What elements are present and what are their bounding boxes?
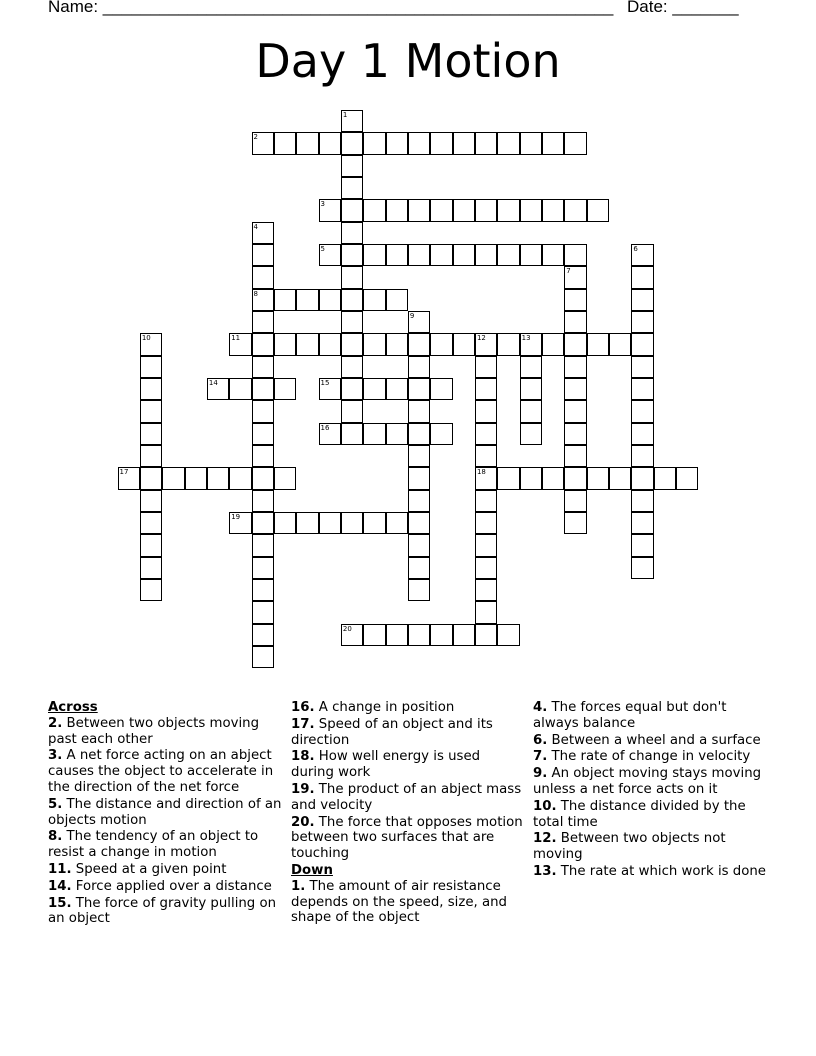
across-heading: Across (48, 700, 98, 715)
grid-cell[interactable] (564, 311, 586, 333)
grid-cell[interactable] (363, 624, 385, 646)
grid-cell[interactable] (207, 467, 229, 489)
grid-cell[interactable] (341, 423, 363, 445)
grid-cell[interactable] (631, 512, 653, 534)
grid-cell[interactable] (140, 378, 162, 400)
grid-cell[interactable] (252, 445, 274, 467)
grid-cell[interactable] (341, 199, 363, 221)
grid-cell[interactable] (564, 378, 586, 400)
grid-cell[interactable] (564, 467, 586, 489)
clue-down-6: 6. Between a wheel and a surface (533, 732, 761, 748)
clue-across-8: 8. The tendency of an object to resist a change in motion (48, 829, 259, 861)
grid-cell[interactable] (564, 333, 586, 355)
grid-cell[interactable] (475, 534, 497, 556)
clue-number: 8 (253, 289, 258, 298)
grid-cell[interactable] (475, 467, 497, 489)
grid-cell[interactable] (520, 378, 542, 400)
grid-cell[interactable] (274, 333, 296, 355)
clue-number: 20 (342, 624, 352, 633)
clue-number: 2 (253, 133, 258, 142)
grid-cell[interactable] (631, 467, 653, 489)
grid-cell[interactable] (252, 467, 274, 489)
grid-cell[interactable] (140, 400, 162, 422)
grid-cell[interactable] (587, 333, 609, 355)
grid-cell[interactable] (631, 289, 653, 311)
grid-cell[interactable] (497, 132, 519, 154)
grid-cell[interactable] (341, 400, 363, 422)
clue-number: 4 (253, 222, 258, 231)
grid-cell[interactable] (252, 534, 274, 556)
grid-cell[interactable] (520, 467, 542, 489)
grid-cell[interactable] (564, 512, 586, 534)
grid-cell[interactable] (408, 378, 430, 400)
grid-cell[interactable] (386, 199, 408, 221)
clue-across-16: 16. A change in position (291, 700, 455, 715)
clue-number: 11 (231, 334, 241, 343)
clue-across-5: 5. The distance and direction of an objects motion (48, 796, 282, 828)
grid-cell[interactable] (475, 244, 497, 266)
grid-cell[interactable] (252, 400, 274, 422)
grid-cell[interactable] (140, 534, 162, 556)
grid-cell[interactable] (542, 244, 564, 266)
clue-number: 18 (476, 468, 486, 477)
grid-cell[interactable] (631, 356, 653, 378)
grid-cell[interactable] (408, 579, 430, 601)
grid-cell[interactable] (296, 289, 318, 311)
grid-cell[interactable] (140, 445, 162, 467)
grid-cell[interactable] (274, 467, 296, 489)
grid-cell[interactable] (631, 557, 653, 579)
grid-cell[interactable] (274, 132, 296, 154)
grid-cell[interactable] (386, 333, 408, 355)
grid-cell[interactable] (252, 579, 274, 601)
clue-across-15: 15. The force of gravity pulling on an object (48, 895, 277, 927)
grid-cell[interactable] (274, 378, 296, 400)
grid-cell[interactable] (341, 222, 363, 244)
grid-cell[interactable] (520, 199, 542, 221)
grid-cell[interactable] (363, 132, 385, 154)
grid-cell[interactable] (319, 423, 341, 445)
grid-cell[interactable] (140, 333, 162, 355)
grid-cell[interactable] (497, 624, 519, 646)
page-title: Day 1 Motion (255, 34, 561, 88)
grid-cell[interactable] (564, 445, 586, 467)
grid-cell[interactable] (631, 333, 653, 355)
grid-cell[interactable] (475, 579, 497, 601)
grid-cell[interactable] (363, 512, 385, 534)
grid-cell[interactable] (363, 289, 385, 311)
grid-cell[interactable] (542, 333, 564, 355)
grid-cell[interactable] (319, 132, 341, 154)
grid-cell[interactable] (252, 624, 274, 646)
grid-cell[interactable] (631, 378, 653, 400)
clue-across-3: 3. A net force acting on an abject causes the object to accelerate in the direction of the net force (48, 748, 274, 795)
grid-cell[interactable] (475, 445, 497, 467)
clue-number: 19 (231, 513, 241, 522)
grid-cell[interactable] (408, 244, 430, 266)
grid-cell[interactable] (587, 467, 609, 489)
grid-cell[interactable] (564, 423, 586, 445)
clue-number: 1 (342, 111, 348, 119)
grid-cell[interactable] (252, 311, 274, 333)
grid-cell[interactable] (408, 356, 430, 378)
grid-cell[interactable] (475, 601, 497, 623)
grid-cell[interactable] (564, 289, 586, 311)
clue-down-4: 4. The forces equal but don't always balance (533, 700, 727, 731)
clue-number: 7 (566, 267, 571, 276)
grid-cell[interactable] (341, 132, 363, 154)
grid-cell[interactable] (252, 333, 274, 355)
grid-cell[interactable] (475, 356, 497, 378)
grid-cell[interactable] (363, 423, 385, 445)
grid-cell[interactable] (475, 423, 497, 445)
grid-cell[interactable] (408, 333, 430, 355)
grid-cell[interactable] (386, 378, 408, 400)
grid-cell[interactable] (430, 132, 452, 154)
grid-cell[interactable] (386, 289, 408, 311)
grid-cell[interactable] (386, 423, 408, 445)
grid-cell[interactable] (341, 311, 363, 333)
clue-number: 13 (521, 334, 531, 343)
clue-down-13: 13. The rate at which work is done (533, 863, 766, 879)
clues-column-3 (533, 700, 768, 881)
grid-cell[interactable] (408, 400, 430, 422)
grid-cell[interactable] (542, 467, 564, 489)
grid-cell[interactable] (564, 490, 586, 512)
down-heading: Down (291, 862, 333, 878)
grid-cell[interactable] (363, 333, 385, 355)
clue-number: 15 (320, 379, 330, 388)
grid-cell[interactable] (430, 333, 452, 355)
grid-cell[interactable] (363, 244, 385, 266)
grid-cell[interactable] (520, 423, 542, 445)
grid-cell[interactable] (140, 557, 162, 579)
grid-cell[interactable] (676, 467, 698, 489)
grid-cell[interactable] (140, 579, 162, 601)
grid-cell[interactable] (497, 199, 519, 221)
grid-cell[interactable] (542, 132, 564, 154)
grid-cell[interactable] (140, 356, 162, 378)
grid-cell[interactable] (229, 333, 251, 355)
grid-cell[interactable] (542, 199, 564, 221)
grid-cell[interactable] (430, 244, 452, 266)
name-field-label: Name: ______________________________________________________ (48, 0, 614, 16)
grid-cell[interactable] (475, 624, 497, 646)
clue-number: 12 (476, 334, 486, 343)
grid-cell[interactable] (430, 423, 452, 445)
grid-cell[interactable] (252, 132, 274, 154)
grid-cell[interactable] (430, 378, 452, 400)
grid-cell[interactable] (520, 333, 542, 355)
date-field-label: Date: _______ (627, 0, 739, 16)
grid-cell[interactable] (631, 423, 653, 445)
grid-cell[interactable] (140, 467, 162, 489)
grid-cell[interactable] (564, 400, 586, 422)
grid-cell[interactable] (363, 199, 385, 221)
grid-cell[interactable] (497, 244, 519, 266)
clue-down-12: 12. Between two objects not moving (533, 831, 726, 863)
grid-cell[interactable] (341, 378, 363, 400)
grid-cell[interactable] (252, 646, 274, 668)
grid-cell[interactable] (341, 244, 363, 266)
clue-across-2: 2. Between two objects moving past each other (48, 715, 260, 747)
grid-cell[interactable] (475, 512, 497, 534)
clue-across-18: 18. How well energy is used during work (291, 749, 481, 781)
grid-cell[interactable] (453, 244, 475, 266)
grid-cell[interactable] (319, 244, 341, 266)
grid-cell[interactable] (341, 110, 363, 132)
grid-cell[interactable] (408, 311, 430, 333)
grid-cell[interactable] (140, 512, 162, 534)
grid-cell[interactable] (631, 445, 653, 467)
clue-across-20: 20. The force that opposes motion between two surfaces that are touching (291, 814, 523, 862)
grid-cell[interactable] (252, 356, 274, 378)
grid-cell[interactable] (408, 534, 430, 556)
clues-column-2 (291, 700, 526, 927)
grid-cell[interactable] (274, 512, 296, 534)
grid-cell[interactable] (631, 266, 653, 288)
grid-cell[interactable] (363, 378, 385, 400)
grid-cell[interactable] (430, 199, 452, 221)
grid-cell[interactable] (564, 266, 586, 288)
grid-cell[interactable] (609, 333, 631, 355)
grid-cell[interactable] (564, 199, 586, 221)
clue-number: 3 (320, 200, 326, 209)
grid-cell[interactable] (631, 244, 653, 266)
grid-cell[interactable] (408, 490, 430, 512)
clue-number: 16 (320, 423, 330, 432)
grid-cell[interactable] (564, 356, 586, 378)
clue-down-10: 10. The distance divided by the total time (533, 798, 746, 830)
grid-cell[interactable] (252, 378, 274, 400)
grid-cell[interactable] (631, 311, 653, 333)
grid-cell[interactable] (654, 467, 676, 489)
grid-cell[interactable] (386, 132, 408, 154)
grid-cell[interactable] (229, 467, 251, 489)
grid-cell[interactable] (185, 467, 207, 489)
grid-cell[interactable] (631, 534, 653, 556)
grid-cell[interactable] (520, 132, 542, 154)
grid-cell[interactable] (497, 467, 519, 489)
grid-cell[interactable] (386, 624, 408, 646)
grid-cell[interactable] (408, 199, 430, 221)
grid-cell[interactable] (520, 244, 542, 266)
grid-cell[interactable] (453, 132, 475, 154)
grid-cell[interactable] (408, 624, 430, 646)
grid-cell[interactable] (319, 512, 341, 534)
grid-cell[interactable] (252, 222, 274, 244)
grid-cell[interactable] (319, 378, 341, 400)
grid-cell[interactable] (229, 512, 251, 534)
grid-cell[interactable] (453, 199, 475, 221)
grid-cell[interactable] (475, 557, 497, 579)
clue-across-17: 17. Speed of an object and its direction (291, 716, 493, 748)
grid-cell[interactable] (252, 557, 274, 579)
grid-cell[interactable] (140, 423, 162, 445)
clue-down-1: 1. The amount of air resistance depends on the speed, size, and shape of the object (291, 878, 507, 926)
grid-cell[interactable] (118, 467, 140, 489)
grid-cell[interactable] (341, 289, 363, 311)
grid-cell[interactable] (475, 333, 497, 355)
clue-across-11: 11. Speed at a given point (48, 861, 227, 877)
grid-cell[interactable] (408, 423, 430, 445)
grid-cell[interactable] (520, 356, 542, 378)
grid-cell[interactable] (162, 467, 184, 489)
clues-column-1 (48, 700, 284, 928)
grid-cell[interactable] (609, 467, 631, 489)
grid-cell[interactable] (296, 132, 318, 154)
grid-cell[interactable] (475, 490, 497, 512)
grid-cell[interactable] (341, 177, 363, 199)
clue-number: 10 (141, 334, 151, 343)
grid-cell[interactable] (587, 199, 609, 221)
grid-cell[interactable] (319, 289, 341, 311)
grid-cell[interactable] (296, 512, 318, 534)
clue-down-9: 9. An object moving stays moving unless a net force acts on it (533, 766, 762, 797)
grid-cell[interactable] (252, 490, 274, 512)
grid-cell[interactable] (252, 266, 274, 288)
grid-cell[interactable] (453, 333, 475, 355)
grid-cell[interactable] (475, 199, 497, 221)
grid-cell[interactable] (341, 356, 363, 378)
grid-cell[interactable] (341, 155, 363, 177)
grid-cell[interactable] (252, 601, 274, 623)
grid-cell[interactable] (319, 199, 341, 221)
clue-across-19: 19. The product of an abject mass and velocity (291, 781, 522, 813)
grid-cell[interactable] (408, 132, 430, 154)
grid-cell[interactable] (408, 445, 430, 467)
grid-cell[interactable] (252, 512, 274, 534)
grid-cell[interactable] (207, 378, 229, 400)
grid-cell[interactable] (564, 132, 586, 154)
grid-cell[interactable] (408, 467, 430, 489)
grid-cell[interactable] (520, 400, 542, 422)
grid-cell[interactable] (319, 333, 341, 355)
grid-cell[interactable] (386, 512, 408, 534)
grid-cell[interactable] (341, 624, 363, 646)
grid-cell[interactable] (475, 400, 497, 422)
grid-cell[interactable] (341, 333, 363, 355)
clue-number: 17 (119, 468, 129, 477)
grid-cell[interactable] (631, 490, 653, 512)
grid-cell[interactable] (229, 378, 251, 400)
grid-cell[interactable] (274, 289, 296, 311)
clue-number: 5 (320, 245, 326, 254)
clue-across-14: 14. Force applied over a distance (48, 878, 272, 894)
grid-cell[interactable] (341, 512, 363, 534)
grid-cell[interactable] (475, 378, 497, 400)
grid-cell[interactable] (252, 289, 274, 311)
grid-cell[interactable] (408, 512, 430, 534)
grid-cell[interactable] (430, 624, 452, 646)
grid-cell[interactable] (252, 423, 274, 445)
grid-cell[interactable] (386, 244, 408, 266)
grid-cell[interactable] (252, 244, 274, 266)
grid-cell[interactable] (631, 400, 653, 422)
grid-cell[interactable] (140, 490, 162, 512)
grid-cell[interactable] (341, 266, 363, 288)
grid-cell[interactable] (408, 557, 430, 579)
grid-cell[interactable] (497, 333, 519, 355)
grid-cell[interactable] (453, 624, 475, 646)
grid-cell[interactable] (296, 333, 318, 355)
clue-number: 14 (208, 379, 218, 388)
clue-down-7: 7. The rate of change in velocity (533, 749, 751, 765)
clue-number: 9 (409, 312, 415, 321)
grid-cell[interactable] (564, 244, 586, 266)
grid-cell[interactable] (475, 132, 497, 154)
clue-number: 6 (633, 245, 638, 254)
